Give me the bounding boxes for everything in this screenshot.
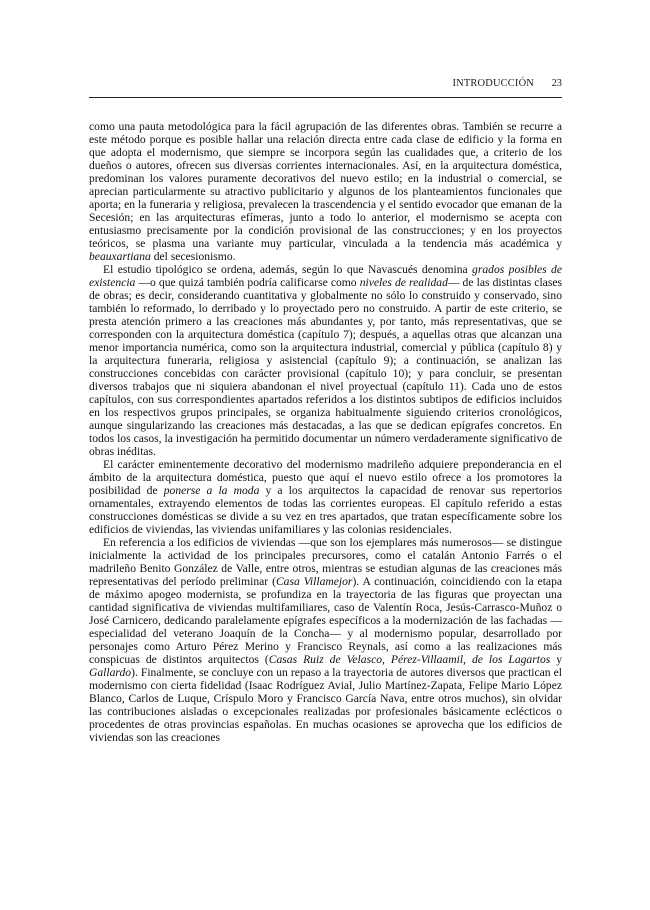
italic-text: Pérez-Villaamil xyxy=(390,653,464,666)
running-title: INTRODUCCIÓN xyxy=(452,78,534,89)
body-text xyxy=(89,120,562,744)
text-run: El carácter eminentemente decorativo del modernismo madrileño adquiere preponderancia en el ámbito de la arquitectura doméstica, puesto que aquí el nuevo estilo ofrece a los promotores la posibilidad de xyxy=(89,458,562,497)
paragraph xyxy=(89,120,562,263)
running-header xyxy=(89,78,562,94)
text-run: — de las distintas clases de obras; es decir, considerando cuantitativa y globalmente no sólo lo construido y conservado, sino también lo reformado, lo derribado y lo proyectado pero no construido. A partir de este criterio, se presta atención primero a las creaciones más abundantes y, por tanto, más representativas, que se corresponden con la arquitectura doméstica (capítulo 7); después, a aquellas otras que alcanzan una menor importancia numérica, como son la arquitectura industrial, comercial y pública (capítulo 8) y la arquitectura funeraria, religiosa y asistencial (capítulo 9); a continuación, se analizan las construcciones concebidas con carácter provisional (capítulo 10); y para concluir, se presentan diversos trabajos que ni siquiera abandonan el nivel proyectual (capítulo 11). Cada uno de estos capítulos, con sus correspondientes apartados referidos a los distintos subtipos de edificios incluidos en los respectivos grupos principales, se organiza habitualmente siguiendo criterios cronológicos, aunque singularizando las creaciones más destacadas, a las que se dedican epígrafes concretos. En todos los casos, la investigación ha permitido documentar un número verdaderamente significativo de obras inéditas. xyxy=(89,276,562,458)
italic-text: Gallardo xyxy=(89,666,132,679)
text-run: , xyxy=(463,653,472,666)
italic-text: ponerse a la moda xyxy=(163,484,260,497)
text-run: como una pauta metodológica para la fácil agrupación de las diferentes obras. También se recurre a este método porque es posible hallar una relación directa entre cada clase de edificio y la forma en que adopta el modernismo, que siempre se incorpora según las cualidades que, a criterio de los dueños o autores, ofrecen sus diversas corrientes internacionales. Así, en la arquitectura doméstica, predominan los valores puramente decorativos del nuevo estilo; en la industrial o comercial, se aprecian particularmente su atractivo publicitario y algunos de los planteamientos funcionales que aporta; en la funeraria y religiosa, prevalecen la trascendencia y el sentido evocador que emanan de la Secesión; en las arquitecturas efímeras, junto a todo lo anterior, el modernismo se acepta con entusiasmo precisamente por la condición provisional de las construcciones; y en los proyectos teóricos, se plasma una variante muy particular, vinculada a la tendencia más académica y xyxy=(89,120,562,250)
italic-text: Casas Ruiz de Velasco xyxy=(268,653,383,666)
italic-text: grados posibles de existencia xyxy=(89,263,562,289)
text-run: En referencia a los edificios de viviendas —que son los ejemplares más numerosos— se distingue inicialmente la actividad de los principales precursores, como el catalán Antonio Farrés o el madrileño Benito González de Valle, entre otros, mientras se estudian algunas de las creaciones más representativas del período preliminar ( xyxy=(89,536,562,588)
italic-text: de los Lagartos xyxy=(471,653,551,666)
italic-text: niveles de realidad xyxy=(359,276,448,289)
text-run: El estudio tipológico se ordena, además, según lo que Navascués denomina xyxy=(103,263,473,276)
paragraph xyxy=(89,263,562,458)
italic-text: Casa Villamejor xyxy=(275,575,353,588)
header-rule xyxy=(89,97,562,98)
italic-text: beauxartiana xyxy=(89,250,151,263)
text-run: del secesionismo. xyxy=(150,250,236,263)
paragraph xyxy=(89,458,562,536)
text-run: y xyxy=(550,653,563,666)
text-run: y a los arquitectos la capacidad de renovar sus repertorios ornamentales, extrayendo elementos de todas las corrientes europeas. El capítulo referido a estas construcciones domésticas se divide a su vez en tres apartados, que tratan específicamente sobre los edificios de viviendas, las viviendas unifamiliares y las colonias residenciales. xyxy=(89,484,562,536)
text-run: , xyxy=(382,653,391,666)
text-run: ). Finalmente, se concluye con un repaso a la trayectoria de autores diversos que practican el modernismo con cierta fidelidad (Isaac Rodríguez Avial, Julio Martínez-Zapata, Felipe Mario López Blanco, Carlos de Luque, Críspulo Moro y Francisco García Nava, entre otros muchos), sin olvidar las contribuciones aisladas o excepcionales realizadas por profesionales básicamente eclécticos o procedentes de otras provincias españolas. En muchas ocasiones se aprovecha que los edificios de viviendas son las creaciones xyxy=(89,666,562,744)
text-run: —o que quizá también podría calificarse como xyxy=(135,276,360,289)
text-run: ). A continuación, coincidiendo con la etapa de máximo apogeo modernista, se profundiza en la trayectoria de las figuras que proyectan una cantidad significativa de viviendas multifamiliares, caso de Valentín Roca, Jesús-Carrasco-Muñoz o José Carnicero, dedicando paralelamente epígrafes específicos a la modernización de las fachadas —especialidad del veterano Joaquín de la Concha— y al modernismo popular, desarrollado por personajes como Arturo Pérez Merino y Francisco Reynals, así como a las realizaciones más conspicuas de distintos arquitectos ( xyxy=(89,575,563,666)
paragraph xyxy=(89,536,562,744)
page-number: 23 xyxy=(551,78,562,89)
